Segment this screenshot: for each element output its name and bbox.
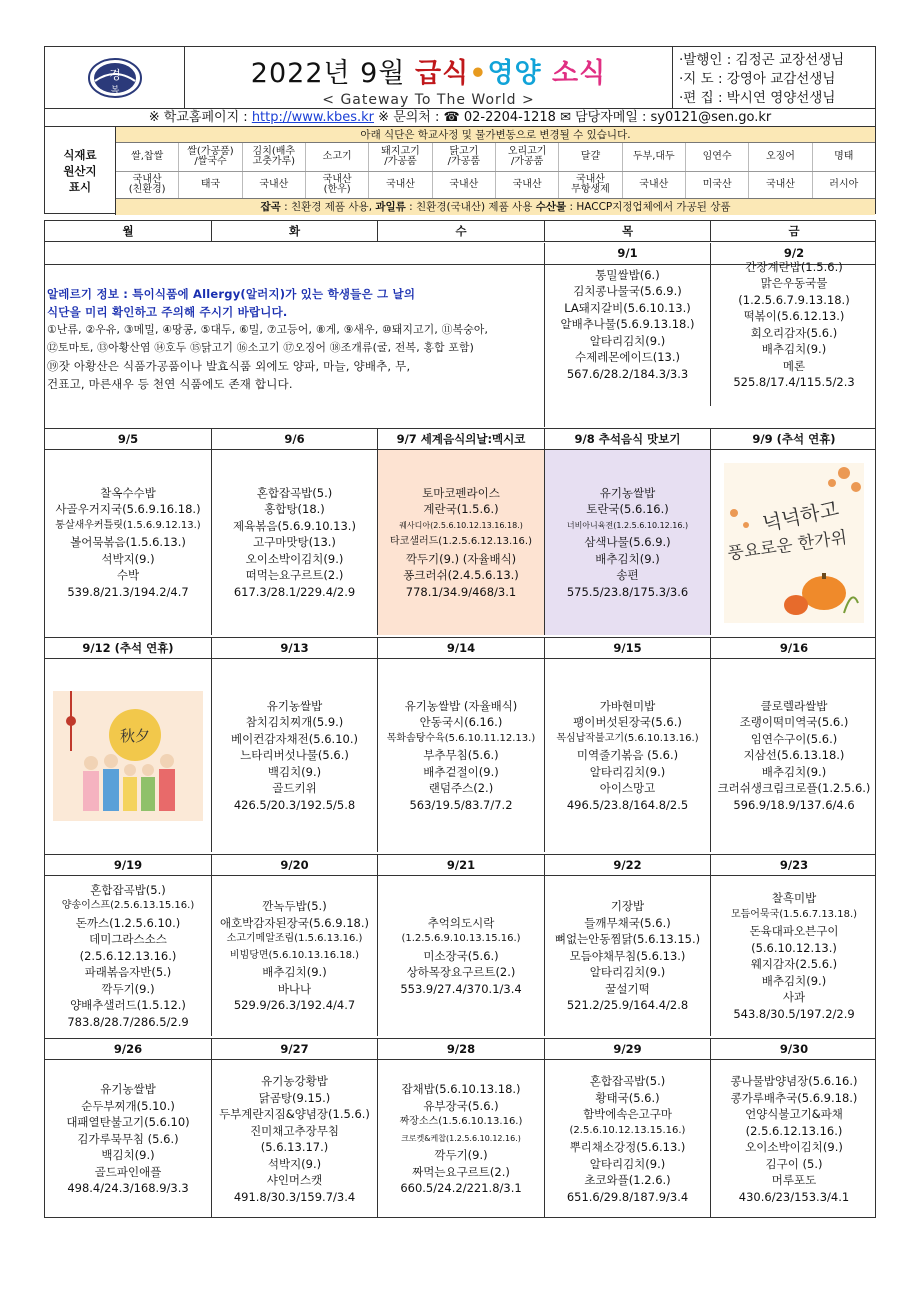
chuseok-greeting-image <box>724 463 864 623</box>
week-1-date-row <box>45 428 875 450</box>
menu-item: 배추김치(9.) <box>761 342 827 356</box>
menu-item: 들깨무채국(5.6.) <box>584 915 671 930</box>
menu-item: 콩나물밥양념장(5.6.16.) <box>730 1074 858 1088</box>
menu-item: 두부계란지짐&양념장(1.5.6.) <box>219 1107 370 1121</box>
origin-country-11: 러시아 <box>829 179 859 190</box>
menu-item: (1.2.5.6.7.9.13.18.) <box>738 292 850 307</box>
menu-item: 볼어묵볶음(1.5.6.13.) <box>70 535 186 550</box>
menu-item: 임연수구이(5.6.) <box>750 731 838 746</box>
menu-cell <box>545 243 711 406</box>
menu-calendar <box>44 220 876 1218</box>
menu-item: 521.2/25.9/164.4/2.8 <box>566 998 689 1013</box>
origin-country-3: 국내산 (한우) <box>306 172 369 198</box>
menu-item: (2.5.6.12.13.16.) <box>79 948 177 963</box>
menu-item: 426.5/20.3/192.5/5.8 <box>233 797 356 812</box>
menu-cell <box>711 243 877 406</box>
menu-cell <box>378 450 545 635</box>
menu-cell <box>545 450 711 635</box>
date-label: 9/7 세계음식의날:멕시코 <box>378 429 545 449</box>
menu-item: 간장계란밥(1.5.6.) <box>745 259 843 274</box>
chuseok-family-image-cell <box>45 659 212 852</box>
chuseok-text-2: 풍요로운 한가위 <box>726 527 849 564</box>
newsletter-header <box>44 46 876 109</box>
allergy-info: 알레르기 정보 : 특이식품에 Allergy(알러지)가 있는 학생들은 그 날의 식단을 미리 확인하고 주의해 주시기 바랍니다. ①난류, ②우유, ③메밀, ④땅콩, ⑤대두, ⑥밀, ⑦고등어, ⑧게, ⑨새우, ⑩돼지고기, ⑪복숭아, ⑫토마토, ⑬아황산염 ⑭호두 ⑮닭고기 ⑯소고기 ⑰오징어 ⑱조개류(굴, 전복, 홍합 포함) ⑲잣 아황산은 식품가공품이나 발효식품 외에도 양파, 마늘, 양배추, 무, 건표고, 마른새우 등 천연 식품에도 존재 합니다. <box>45 265 545 427</box>
menu-item: 크러쉬생크림크로플(1.2.5.6.) <box>717 781 871 796</box>
menu-item: 알타리김치(9.) <box>589 1156 666 1171</box>
menu-cell <box>212 1060 378 1218</box>
menu-cell <box>45 1060 212 1218</box>
menu-item: 596.9/18.9/137.6/4.6 <box>733 797 855 812</box>
menu-item: 찰옥수수밥 <box>100 485 156 500</box>
menu-item: 575.5/23.8/175.3/3.6 <box>566 584 689 599</box>
menu-item: 추억의도시락 <box>427 915 495 930</box>
editor: ·편 집 : 박시연 영양선생님 <box>679 90 836 106</box>
contact-bar <box>44 109 876 126</box>
menu-item: 김가루묵무침 (5.6.) <box>77 1131 179 1146</box>
date-label: 9/13 <box>212 638 378 658</box>
menu-item: 529.9/26.3/192.4/4.7 <box>233 998 356 1013</box>
menu-item: 백김치(9.) <box>101 1148 155 1163</box>
menu-item: 회오리감자(5.6.) <box>750 325 838 340</box>
menu-item: 참치김치찌개(5.9.) <box>245 715 344 730</box>
menu-item: 배추겉절이(9.) <box>423 764 499 779</box>
menu-item: 사과 <box>782 990 806 1004</box>
chuseok-text-1: 넉넉하고 <box>760 495 841 536</box>
menu-item: 삼색나물(5.6.9.) <box>584 535 671 550</box>
date-label: 9/2 <box>783 246 805 260</box>
menu-item: (5.6.13.17.) <box>260 1140 329 1154</box>
menu-item: 꿀설기떡 <box>605 981 650 996</box>
menu-item: 조랭이떡미역국(5.6.) <box>739 715 849 730</box>
menu-item: 콩가루배추국(5.6.9.18.) <box>730 1090 858 1105</box>
menu-item: 알배추나물(5.6.9.13.18.) <box>560 317 695 332</box>
date-label: 9/19 <box>45 855 212 875</box>
menu-item: 부추무침(5.6.) <box>423 748 499 763</box>
menu-item: 닭곰탕(9.15.) <box>258 1090 331 1105</box>
origin-item-2: 김치(배추 고춧가루) <box>243 143 306 171</box>
date-label: 9/21 <box>378 855 545 875</box>
title-dot: • <box>469 58 488 89</box>
origin-country-5: 국내산 <box>433 172 496 198</box>
menu-item: 송편 <box>616 568 639 583</box>
origin-country-10: 국내산 <box>749 172 812 198</box>
menu-item: 토마코펜라이스 <box>422 485 500 500</box>
chuseok-moon-text: 秋夕 <box>119 726 151 745</box>
chuseok-image-cell <box>711 450 877 635</box>
date-label: 9/12 (추석 연휴) <box>45 638 212 658</box>
menu-item: 539.8/21.3/194.2/4.7 <box>67 584 189 599</box>
date-label: 9/9 (추석 연휴) <box>752 432 836 446</box>
date-label: 9/23 <box>779 858 809 872</box>
origin-country-0: 국내산 (친환경) <box>116 172 179 198</box>
menu-item: 783.8/28.7/286.5/2.9 <box>67 1014 189 1029</box>
menu-cell <box>212 659 378 852</box>
menu-item: 진미채고추장무침 <box>250 1123 339 1138</box>
menu-item: 찰흑미밥 <box>771 891 817 905</box>
menu-item: 유기농쌀밥 <box>266 698 323 713</box>
menu-item: 깍두기(9.) <box>434 1148 488 1163</box>
menu-item: 퐁크러쉬(2.4.5.6.13.) <box>403 568 519 583</box>
menu-item: 석박지(9.) <box>101 551 155 566</box>
menu-item: 크로켓&케찹(1.2.5.6.10.12.16.) <box>401 1133 521 1143</box>
menu-item: 언양식불고기&파채 <box>745 1107 843 1121</box>
menu-item: 계란국(1.5.6.) <box>423 502 499 517</box>
menu-item: 돈까스(1.2.5.6.10.) <box>75 915 181 930</box>
weekday-1: 화 <box>212 221 378 241</box>
weekday-0: 월 <box>45 221 212 241</box>
menu-item: 뿌리채소강정(5.6.13.) <box>569 1140 686 1154</box>
email-info: ✉ 담당자메일 : sy0121@sen.go.kr <box>555 110 772 125</box>
menu-item: 사골우거지국(5.6.9.16.18.) <box>55 502 201 517</box>
title-word-3: 소식 <box>541 58 607 89</box>
menu-item: 타코샐러드(1.2.5.6.12.13.16.) <box>390 536 532 548</box>
date-label: 9/22 <box>545 855 711 875</box>
week-2-menu-row <box>45 659 875 852</box>
menu-item: 혼합잡곡밥(5.) <box>90 882 166 897</box>
menu-item: 맑은우동국물 <box>760 276 828 290</box>
menu-item: (2.5.6.10.12.13.15.16.) <box>569 1124 686 1136</box>
menu-item: 짜장소스(1.5.6.10.13.16.) <box>399 1116 523 1128</box>
menu-item: 미소장국(5.6.) <box>423 948 499 963</box>
menu-item: 깍두기(9.) (자율배식) <box>405 551 517 566</box>
menu-item: 617.3/28.1/229.4/2.9 <box>233 584 356 599</box>
origin-item-11: 명태 <box>834 151 854 162</box>
menu-cell <box>545 659 711 852</box>
staff-info <box>673 47 875 108</box>
menu-item: 유기농강황밥 <box>261 1074 328 1088</box>
homepage-link[interactable]: http://www.kbes.kr <box>251 110 375 125</box>
date-label: 9/8 추석음식 맛보기 <box>545 429 711 449</box>
week-3-date-row <box>45 854 875 876</box>
menu-item: 백김치(9.) <box>267 764 322 779</box>
origin-country-1: 태국 <box>179 172 242 198</box>
menu-item: 525.8/17.4/115.5/2.3 <box>733 375 855 389</box>
menu-item: 651.6/29.8/187.9/3.4 <box>566 1189 689 1204</box>
menu-item: 553.9/27.4/370.1/3.4 <box>400 981 522 996</box>
menu-item: 머루포도 <box>771 1173 817 1187</box>
menu-item: 파래볶음자반(5.) <box>84 965 172 980</box>
menu-item: 샤인머스캣 <box>266 1173 323 1187</box>
menu-cell <box>45 450 212 635</box>
menu-item: 778.1/34.9/468/3.1 <box>405 584 517 599</box>
menu-item: 깐녹두밥(5.) <box>262 899 327 914</box>
menu-item: 랜덤주스(2.) <box>428 781 494 796</box>
logo-text-bottom: 복 <box>110 85 119 96</box>
menu-item: 496.5/23.8/164.8/2.5 <box>566 797 689 812</box>
menu-cell <box>545 1060 711 1218</box>
title-word-2: 영양 <box>487 58 542 89</box>
origin-item-0: 쌀,찹쌀 <box>116 143 179 171</box>
menu-item: 홍합탕(18.) <box>264 502 325 517</box>
date-label: 9/15 <box>545 638 711 658</box>
menu-item: 돈육대파오븐구이 <box>749 924 839 938</box>
phone-info: ※ 문의처 : ☎ 02-2204-1218 <box>374 110 556 125</box>
week-3-menu-row <box>45 876 875 1036</box>
menu-item: 기장밥 <box>610 899 645 914</box>
origin-footer: 잡곡 : 친환경 제품 사용, 과일류 : 친환경(국내산) 제품 사용 수산물 : HACCP지정업체에서 가공된 상품 <box>116 199 875 215</box>
menu-item: 알타리김치(9.) <box>589 333 666 348</box>
title-word-1: 급식 <box>415 58 470 89</box>
school-logo <box>45 47 185 108</box>
menu-item: 491.8/30.3/159.7/3.4 <box>233 1189 356 1204</box>
menu-cell <box>711 1060 877 1218</box>
date-label: 9/14 <box>378 638 545 658</box>
menu-item: 비빔당면(5.6.10.13.16.18.) <box>229 949 360 961</box>
menu-item: 애호박감자된장국(5.6.9.18.) <box>219 915 370 930</box>
date-label: 9/16 <box>779 641 809 655</box>
menu-item: 혼합잡곡밥(5.) <box>589 1074 666 1088</box>
header-title-block <box>185 47 673 108</box>
menu-item: 양배추샐러드(1.5.12.) <box>70 998 186 1013</box>
menu-item: 유기농쌀밥 <box>599 485 656 500</box>
menu-item: 깍두기(9.) <box>101 981 155 996</box>
date-label: 9/6 <box>212 429 378 449</box>
menu-item: 웨지감자(2.5.6.) <box>750 957 838 971</box>
menu-item: 함박에속은고구마 <box>583 1107 672 1121</box>
date-label: 9/1 <box>545 243 711 264</box>
menu-item: 뼈없는안동찜닭(5.6.13.15.) <box>554 932 701 947</box>
origin-label: 식재료 원산지 표시 <box>45 127 116 215</box>
menu-item: 김치콩나물국(5.6.9.) <box>573 284 682 299</box>
origin-table <box>44 126 876 214</box>
menu-cell <box>378 659 545 852</box>
weekday-2: 수 <box>378 221 545 241</box>
origin-item-10: 오징어 <box>749 143 812 171</box>
menu-item: 소고기메알조림(1.5.6.13.16.) <box>226 933 363 945</box>
origin-country-2: 국내산 <box>243 172 306 198</box>
menu-item: 유기농쌀밥 (자율배식) <box>404 698 518 713</box>
menu-cell <box>45 876 212 1036</box>
origin-item-6: 오리고기 /가공품 <box>496 143 559 171</box>
menu-item: 메론 <box>782 358 806 373</box>
menu-item: 짜먹는요구르트(2.) <box>412 1164 510 1179</box>
page-subtitle: < Gateway To The World > <box>322 92 535 108</box>
menu-item: (5.6.10.12.13.) <box>751 940 837 955</box>
origin-item-8: 두부,대두 <box>623 143 686 171</box>
menu-item: 석박지(9.) <box>267 1156 322 1171</box>
origin-item-9: 임연수 <box>686 143 749 171</box>
date-label: 9/30 <box>779 1042 809 1056</box>
homepage-label: ※ 학교홈페이지 : <box>148 110 252 125</box>
menu-item: 클로렐라쌀밥 <box>760 698 828 713</box>
menu-item: 수박 <box>116 568 140 583</box>
menu-item: LA돼지갈비(5.6.10.13.) <box>564 300 691 315</box>
menu-item: 오이소박이김치(9.) <box>245 551 344 566</box>
menu-item: 지삼선(5.6.13.18.) <box>743 748 845 763</box>
menu-item: 김구이 (5.) <box>765 1156 823 1171</box>
date-label: 9/26 <box>45 1039 212 1059</box>
origin-item-5: 닭고기 /가공품 <box>433 143 496 171</box>
menu-item: 배추김치(9.) <box>595 551 660 566</box>
menu-item: 상하목장요구르트(2.) <box>406 965 516 980</box>
menu-item: 느타리버섯나물(5.6.) <box>240 748 349 763</box>
menu-cell <box>711 876 877 1036</box>
menu-item: 잡채밥(5.6.10.13.18.) <box>401 1082 521 1097</box>
menu-item: 오이소박이김치(9.) <box>745 1140 843 1154</box>
menu-item: 초코와플(1.2.6.) <box>584 1173 671 1187</box>
origin-item-7: 달걀 <box>559 143 622 171</box>
origin-country-8: 국내산 <box>623 172 686 198</box>
week-1-menu-row <box>45 450 875 635</box>
menu-item: 660.5/24.2/221.8/3.1 <box>400 1181 522 1196</box>
menu-item: 모듬어묵국(1.5.6.7.13.18.) <box>730 908 858 920</box>
menu-item: 데미그라스소스 <box>89 932 167 947</box>
menu-item: 모듬야채무침(5.6.13.) <box>569 948 686 963</box>
menu-item: 배추김치(9.) <box>761 764 827 779</box>
menu-cell <box>711 659 877 852</box>
week-4-menu-row <box>45 1060 875 1218</box>
menu-cell <box>545 876 711 1036</box>
menu-item: 498.4/24.3/168.9/3.3 <box>67 1181 189 1196</box>
weekday-4: 금 <box>788 224 800 238</box>
menu-item: 안동국시(6.16.) <box>419 715 503 730</box>
menu-item: 통밀쌀밥(6.) <box>595 267 660 282</box>
origin-note: 아래 식단은 학교사정 및 물가변동으로 변경될 수 있습니다. <box>116 127 875 143</box>
menu-cell <box>378 876 545 1036</box>
menu-cell <box>212 876 378 1036</box>
menu-item: 고구마맛탕(13.) <box>253 535 336 550</box>
week-2-date-row <box>45 637 875 659</box>
origin-item-4: 돼지고기 /가공품 <box>369 143 432 171</box>
menu-cell <box>212 450 378 635</box>
menu-item: 제육볶음(5.6.9.10.13.) <box>233 518 356 533</box>
menu-item: (1.2.5.6.9.10.13.15.16.) <box>401 933 521 945</box>
menu-item: 순두부찌개(5.10.) <box>81 1098 175 1113</box>
menu-item: 목화솜탕수육(5.6.10.11.12.13.) <box>386 732 536 744</box>
menu-item: 유기농쌀밥 <box>100 1082 156 1097</box>
menu-item: 떠먹는요구르트(2.) <box>245 568 344 583</box>
menu-item: 양송이스프(2.5.6.13.15.16.) <box>61 900 195 912</box>
menu-item: 너비아니육전(1.2.5.6.10.12.16.) <box>566 520 689 530</box>
week-4-date-row <box>45 1038 875 1060</box>
origin-country-4: 국내산 <box>369 172 432 198</box>
publisher: ·발행인 : 김정곤 교장선생님 <box>679 52 845 68</box>
weekday-header <box>45 220 875 242</box>
menu-item: 골드키위 <box>272 781 317 796</box>
origin-item-3: 소고기 <box>306 143 369 171</box>
origin-country-9: 미국산 <box>686 172 749 198</box>
menu-item: 목심납작불고기(5.6.10.13.16.) <box>556 732 699 744</box>
date-label: 9/5 <box>45 429 212 449</box>
menu-item: 가바현미밥 <box>599 698 656 713</box>
menu-item: 유부장국(5.6.) <box>423 1098 499 1113</box>
menu-item: 혼합잡곡밥(5.) <box>256 485 333 500</box>
menu-item: 토란국(5.6.16.) <box>586 502 669 517</box>
page-title <box>185 51 672 90</box>
date-label: 9/29 <box>545 1039 711 1059</box>
title-date: 2022년 9월 <box>250 58 416 89</box>
logo-text-top: 경 <box>108 67 121 82</box>
origin-item-1: 쌀(가공품) /쌀국수 <box>179 143 242 171</box>
date-label: 9/28 <box>378 1039 545 1059</box>
menu-item: 바나나 <box>277 981 312 996</box>
menu-item: 배추김치(9.) <box>761 973 827 988</box>
menu-item: 563/19.5/83.7/7.2 <box>409 797 513 812</box>
menu-item: 미역줄기볶음 (5.6.) <box>576 748 679 763</box>
menu-item: 골드파인애플 <box>94 1164 162 1179</box>
menu-item: 통살새우커틀릿(1.5.6.9.12.13.) <box>55 519 201 531</box>
menu-item: 아이스망고 <box>599 781 656 796</box>
weekday-3: 목 <box>545 221 711 241</box>
menu-item: 수제레몬에이드(13.) <box>574 350 681 365</box>
origin-country-6: 국내산 <box>496 172 559 198</box>
menu-item: 알타리김치(9.) <box>589 764 666 779</box>
date-label: 9/27 <box>212 1039 378 1059</box>
chuseok-family-image <box>53 691 203 821</box>
menu-item: 543.8/30.5/197.2/2.9 <box>733 1006 855 1021</box>
menu-item: 대패열탄불고기(5.6.10) <box>66 1115 190 1130</box>
date-label: 9/20 <box>212 855 378 875</box>
origin-items-row <box>116 143 875 172</box>
menu-item: 퀘사디아(2.5.6.10.12.13.16.18.) <box>399 520 523 530</box>
menu-item: 떡볶이(5.6.12.13.) <box>743 309 845 323</box>
menu-item: 베이컨감자채전(5.6.10.) <box>231 731 358 746</box>
menu-cell <box>378 1060 545 1218</box>
menu-item: 567.6/28.2/184.3/3.3 <box>566 366 689 381</box>
supervisor: ·지 도 : 강영아 교감선생님 <box>679 71 836 87</box>
menu-item: 황태국(5.6.) <box>595 1090 660 1105</box>
menu-item: 배추김치(9.) <box>262 965 327 980</box>
menu-item: 430.6/23/153.3/4.1 <box>738 1189 850 1204</box>
menu-item: 알타리김치(9.) <box>589 965 666 980</box>
menu-item: (2.5.6.12.13.16.) <box>745 1123 843 1138</box>
origin-countries-row <box>116 172 875 199</box>
origin-country-7: 국내산 무항생제 <box>559 172 622 198</box>
menu-item: 팽이버섯된장국(5.6.) <box>573 715 682 730</box>
